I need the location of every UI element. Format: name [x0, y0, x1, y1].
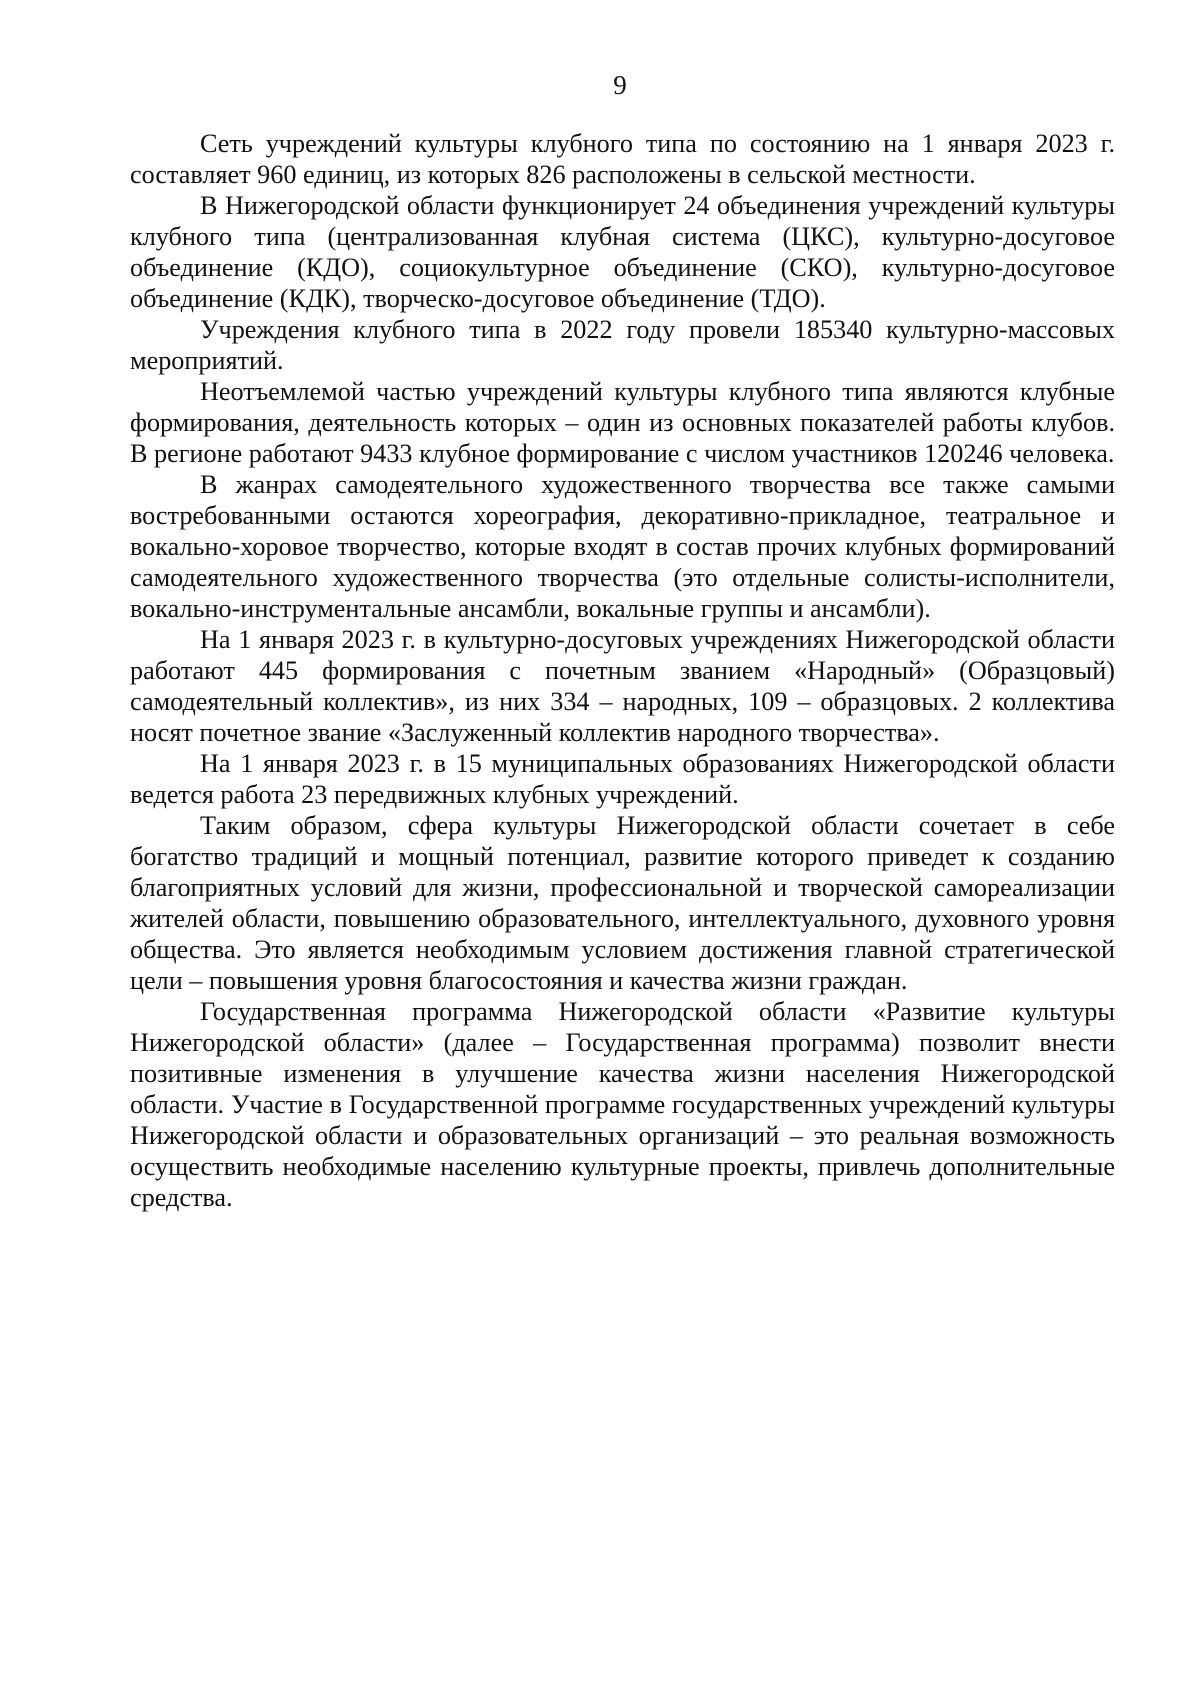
paragraph-club-associations: В Нижегородской области функционирует 24 объединения учреждений культуры клубного типа (централизованная клубная система (ЦКС), культурно-досуговое объединение (КДО), социокультурное объединение (СКО), культурно-досуговое объединение (КДК), творческо-досуговое объединение (ТДО).	[130, 191, 1115, 313]
paragraph-mobile-clubs: На 1 января 2023 г. в 15 муниципальных образованиях Нижегородской области ведется работа 23 передвижных клубных учреждений.	[130, 749, 1115, 809]
document-body	[130, 128, 1115, 1213]
paragraph-club-network: Сеть учреждений культуры клубного типа по состоянию на 1 января 2023 г. составляет 960 единиц, из которых 826 расположены в сельской местности.	[130, 129, 1115, 189]
paragraph-club-formations: Неотъемлемой частью учреждений культуры клубного типа являются клубные формирования, деятельность которых – один из основных показателей работы клубов. В регионе работают 9433 клубное формирование с числом участников 120246 человека.	[130, 377, 1115, 468]
paragraph-state-program: Государственная программа Нижегородской области «Развитие культуры Нижегородской области» (далее – Государственная программа) позволит внести позитивные изменения в улучшение качества жизни населения Нижегородской области. Участие в Государственной программе государственных учреждений культуры Нижегородской области и образовательных организаций – это реальная возможность осуществить необходимые населению культурные проекты, привлечь дополнительные средства.	[130, 997, 1115, 1212]
paragraph-culture-potential: Таким образом, сфера культуры Нижегородской области сочетает в себе богатство традиций и мощный потенциал, развитие которого приведет к созданию благоприятных условий для жизни, профессиональной и творческой самореализации жителей области, повышению образовательного, интеллектуального, духовного уровня общества. Это является необходимым условием достижения главной стратегической цели – повышения уровня благосостояния и качества жизни граждан.	[130, 811, 1115, 995]
paragraph-honored-collectives: На 1 января 2023 г. в культурно-досуговых учреждениях Нижегородской области работают 445 формирования с почетным званием «Народный» (Образцовый) самодеятельный коллектив», из них 334 – народных, 109 – образцовых. 2 коллектива носят почетное звание «Заслуженный коллектив народного творчества».	[130, 625, 1115, 747]
paragraph-events-2022: Учреждения клубного типа в 2022 году провели 185340 культурно-массовых мероприятий.	[130, 315, 1115, 375]
page-number: 9	[613, 70, 627, 100]
paragraph-amateur-genres: В жанрах самодеятельного художественного творчества все также самыми востребованными остаются хореография, декоративно-прикладное, театральное и вокально-хоровое творчество, которые входят в состав прочих клубных формирований самодеятельного художественного творчества (это отдельные солисты-исполнители, вокально-инструментальные ансамбли, вокальные группы и ансамбли).	[130, 470, 1115, 623]
